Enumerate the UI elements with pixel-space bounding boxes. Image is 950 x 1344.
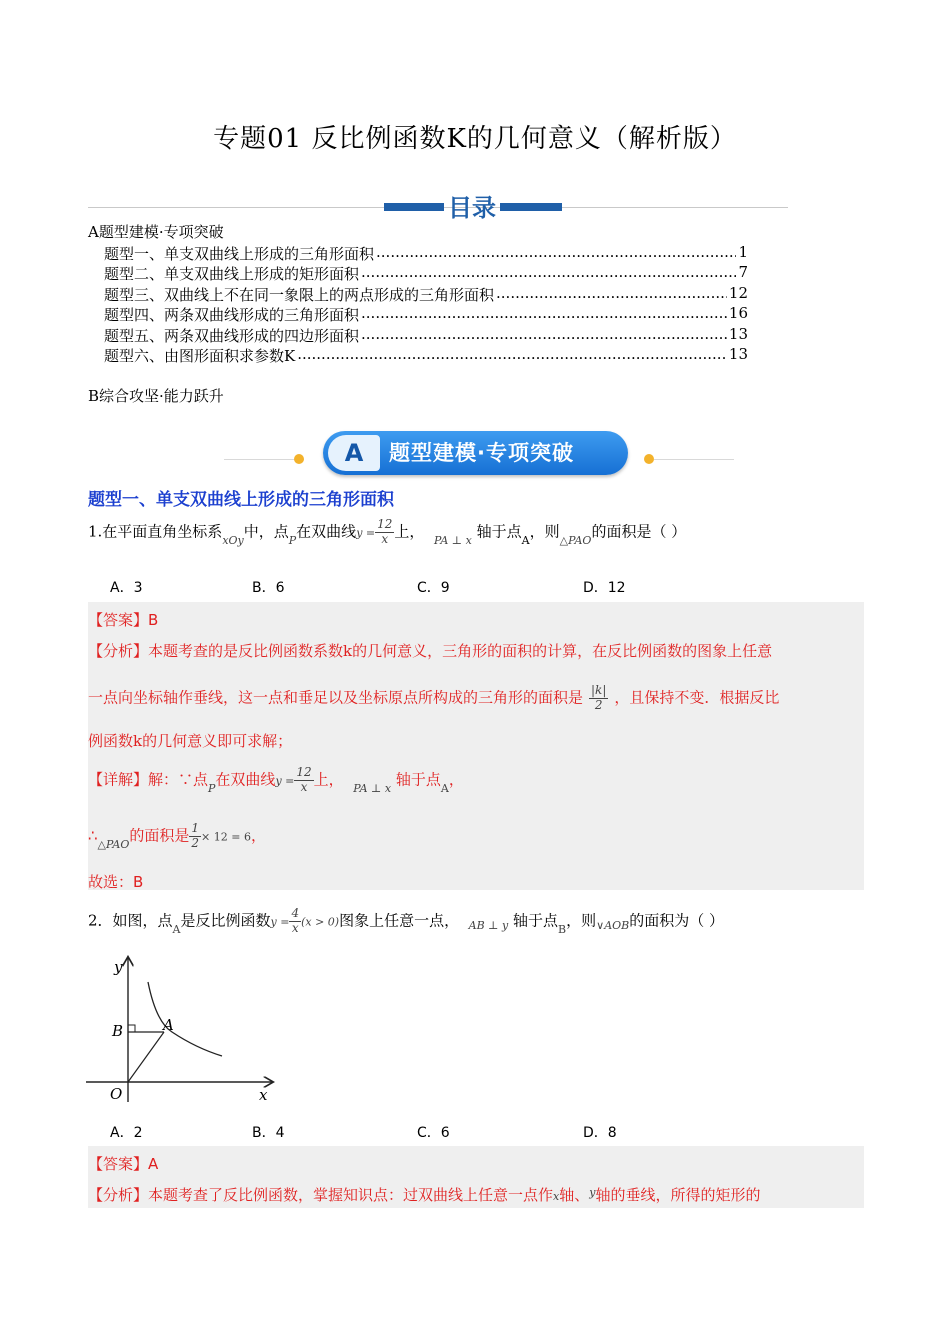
fig-label-o: O <box>110 1085 123 1103</box>
toc-item-label: 题型五、两条双曲线形成的四边形面积 <box>104 327 360 345</box>
toc-item-3[interactable] <box>104 284 748 305</box>
fig-label-a: A <box>163 1016 174 1034</box>
q1-option-b[interactable]: B．6 <box>252 580 285 596</box>
q2-answer: 【答案】A <box>88 1155 159 1173</box>
type-heading: 题型一、单支双曲线上形成的三角形面积 <box>88 490 394 510</box>
q2-option-b[interactable]: B．4 <box>252 1125 285 1141</box>
toc-item-1[interactable] <box>104 243 748 264</box>
q1-text: 1.在平面直角坐标系 <box>88 522 223 541</box>
page-title: 专题01 反比例函数K的几何意义（解析版） <box>213 124 737 154</box>
segment-oa <box>128 1032 164 1082</box>
fig-label-x: x <box>259 1086 268 1104</box>
toc-heading: 目录 <box>448 194 496 222</box>
toc-item-page: 13 <box>728 345 748 363</box>
toc-item-page: 13 <box>728 325 748 343</box>
q1-text: 轴于点 <box>476 522 522 541</box>
fig-label-y: y <box>114 958 123 976</box>
q1-p: P <box>288 534 297 548</box>
question-2: 2．如图，点$_A$是反比例函数y = $\frac{4}{x}$ (x > 0)图象上任意一点， $_{AB \perp y}$ 轴于点$_B$，则$_{\vee AOB}$的面积为（ ） <box>88 906 725 937</box>
q1-text: 中，点 <box>243 522 289 541</box>
toc-item-6[interactable] <box>104 345 748 366</box>
toc-item-page: 12 <box>728 284 748 302</box>
section-banner <box>323 431 628 475</box>
q1-choose: 故选：B <box>88 873 144 891</box>
question-1 <box>88 518 686 547</box>
toc-item-label: 题型一、单支双曲线上形成的三角形面积 <box>104 245 375 263</box>
q1-text: 的面积是（ ） <box>591 522 687 541</box>
banner-line-right <box>654 459 734 460</box>
q1-option-d[interactable]: D．12 <box>583 580 626 596</box>
q2-option-c[interactable]: C．6 <box>417 1125 450 1141</box>
fig-label-b: B <box>112 1022 124 1040</box>
q2-fraction: $\frac{4}{x}$ <box>291 906 300 935</box>
toc-item-5[interactable] <box>104 325 748 346</box>
q1-detail: 【详解】解：∵点$_P$在双曲线y = $\frac{12}{x}$ 上， $_{PA \perp x}$ 轴于点$_A$， <box>88 765 464 796</box>
banner-letter: A <box>328 435 380 471</box>
hyperbola-curve <box>148 982 222 1056</box>
toc-item-label: 题型六、由图形面积求参数K <box>104 347 296 365</box>
q1-pa-perp: PA ⊥ x <box>433 534 472 548</box>
q1-analysis-line-3: 例函数k的几何意义即可求解； <box>88 732 293 750</box>
toc-item-2[interactable] <box>104 263 748 284</box>
q1-option-a[interactable]: A．3 <box>110 580 143 596</box>
toc-bar-right <box>500 203 562 211</box>
q1-calc: $\therefore_{\triangle PAO}$的面积是 $\frac{1}{2}$ × 12 = 6， <box>88 821 266 852</box>
toc-item-page: 16 <box>728 304 748 322</box>
q1-analysis-line-2: 一点向坐标轴作垂线，这一点和垂足以及坐标原点所构成的三角形的面积是 $\frac{|k|}{2}$ ，且保持不变．根据反比 <box>88 683 780 712</box>
toc-item-page: 7 <box>738 263 748 281</box>
q1-y-eq: y = <box>356 526 376 540</box>
banner-dot-left <box>294 454 304 464</box>
q2-option-d[interactable]: D．8 <box>583 1125 617 1141</box>
toc-bar-left <box>384 203 444 211</box>
q1-triangle: △PAO <box>559 534 592 548</box>
q1-fraction: $\frac{12}{x}$ <box>377 517 393 546</box>
q1-xoy: xOy <box>222 534 244 548</box>
banner-text: 题型建模·专项突破 <box>389 441 574 465</box>
q1-text: ，则 <box>529 522 560 541</box>
banner-dot-right <box>644 454 654 464</box>
q2-figure <box>86 952 278 1108</box>
toc-section-b[interactable]: B综合攻坚·能力跃升 <box>88 387 224 405</box>
toc-item-page: 1 <box>738 243 748 261</box>
q2-analysis: 【分析】本题考查了反比例函数，掌握知识点：过双曲线上任意一点作x轴、$^y$轴的垂线，所得的矩形的 <box>88 1186 761 1204</box>
toc-item-label: 题型三、双曲线上不在同一象限上的两点形成的三角形面积 <box>104 286 495 304</box>
toc-item-label: 题型四、两条双曲线形成的三角形面积 <box>104 306 360 324</box>
q1-text: 在双曲线 <box>296 522 357 541</box>
q1-analysis-line-1: 【分析】本题考查的是反比例函数系数k的几何意义，三角形的面积的计算，在反比例函数的图象上任意 <box>88 642 773 660</box>
banner-line-left <box>224 459 304 460</box>
q1-abs-k-frac: $\frac{|k|}{2}$ <box>591 683 607 712</box>
q2-option-a[interactable]: A．2 <box>110 1125 143 1141</box>
q1-answer: 【答案】B <box>88 611 159 629</box>
toc-item-4[interactable] <box>104 304 748 325</box>
right-angle-mark <box>128 1025 135 1032</box>
q1-point-a: A <box>521 534 530 548</box>
toc-section-a[interactable]: A题型建模·专项突破 <box>88 223 224 241</box>
q1-option-c[interactable]: C．9 <box>417 580 450 596</box>
toc-item-label: 题型二、单支双曲线上形成的矩形面积 <box>104 265 360 283</box>
q1-text: 上， <box>394 522 425 541</box>
